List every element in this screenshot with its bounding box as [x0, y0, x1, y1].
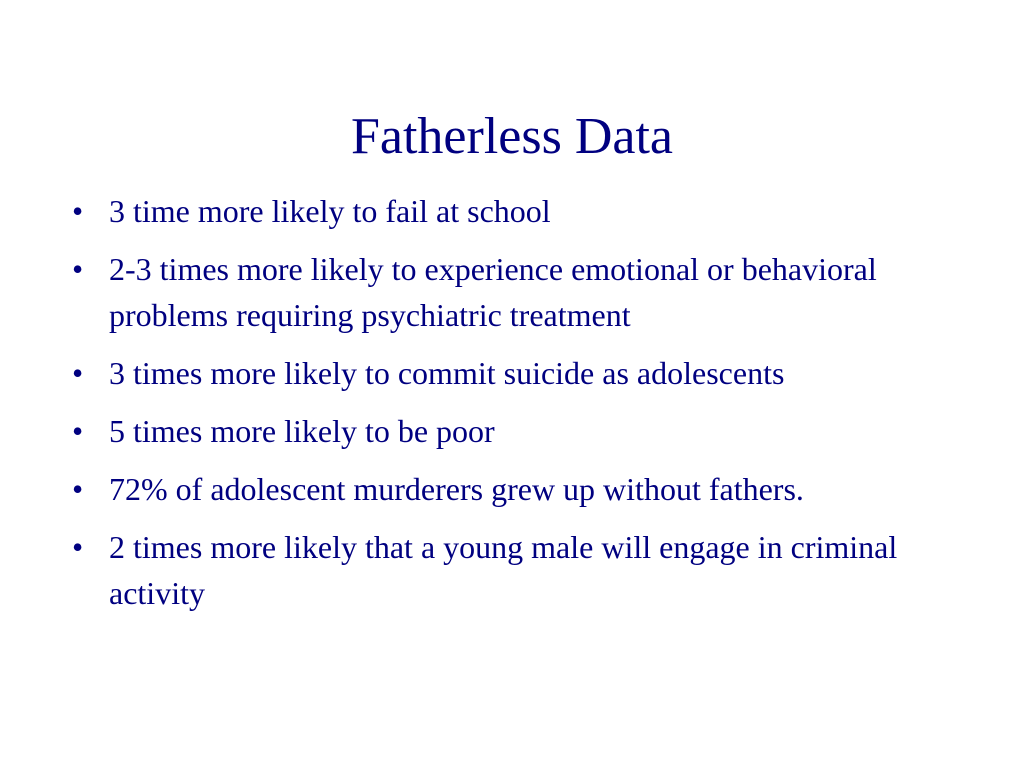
list-item-text: 3 time more likely to fail at school: [109, 193, 551, 229]
bullet-list: [70, 188, 970, 628]
bullet-icon: •: [72, 413, 84, 449]
bullet-icon: •: [72, 193, 84, 229]
list-item: [70, 466, 970, 512]
list-item-text: 5 times more likely to be poor: [109, 413, 495, 449]
list-item-text: 2-3 times more likely to experience emotional or behavioral problems requiring psychiatric treatment: [109, 251, 877, 333]
slide-title: Fatherless Data: [350, 108, 673, 165]
list-item-text: 2 times more likely that a young male will engage in criminal activity: [109, 529, 898, 611]
bullet-icon: •: [72, 355, 84, 391]
list-item-text: 72% of adolescent murderers grew up without fathers.: [109, 471, 804, 507]
list-item: [70, 188, 970, 234]
bullet-icon: •: [72, 471, 84, 507]
bullet-icon: •: [72, 529, 84, 565]
list-item: [70, 408, 970, 454]
bullet-icon: •: [72, 251, 84, 287]
list-item-text: 3 times more likely to commit suicide as adolescents: [109, 355, 785, 391]
list-item: [70, 350, 970, 396]
list-item: [70, 524, 970, 616]
list-item: [70, 246, 970, 338]
